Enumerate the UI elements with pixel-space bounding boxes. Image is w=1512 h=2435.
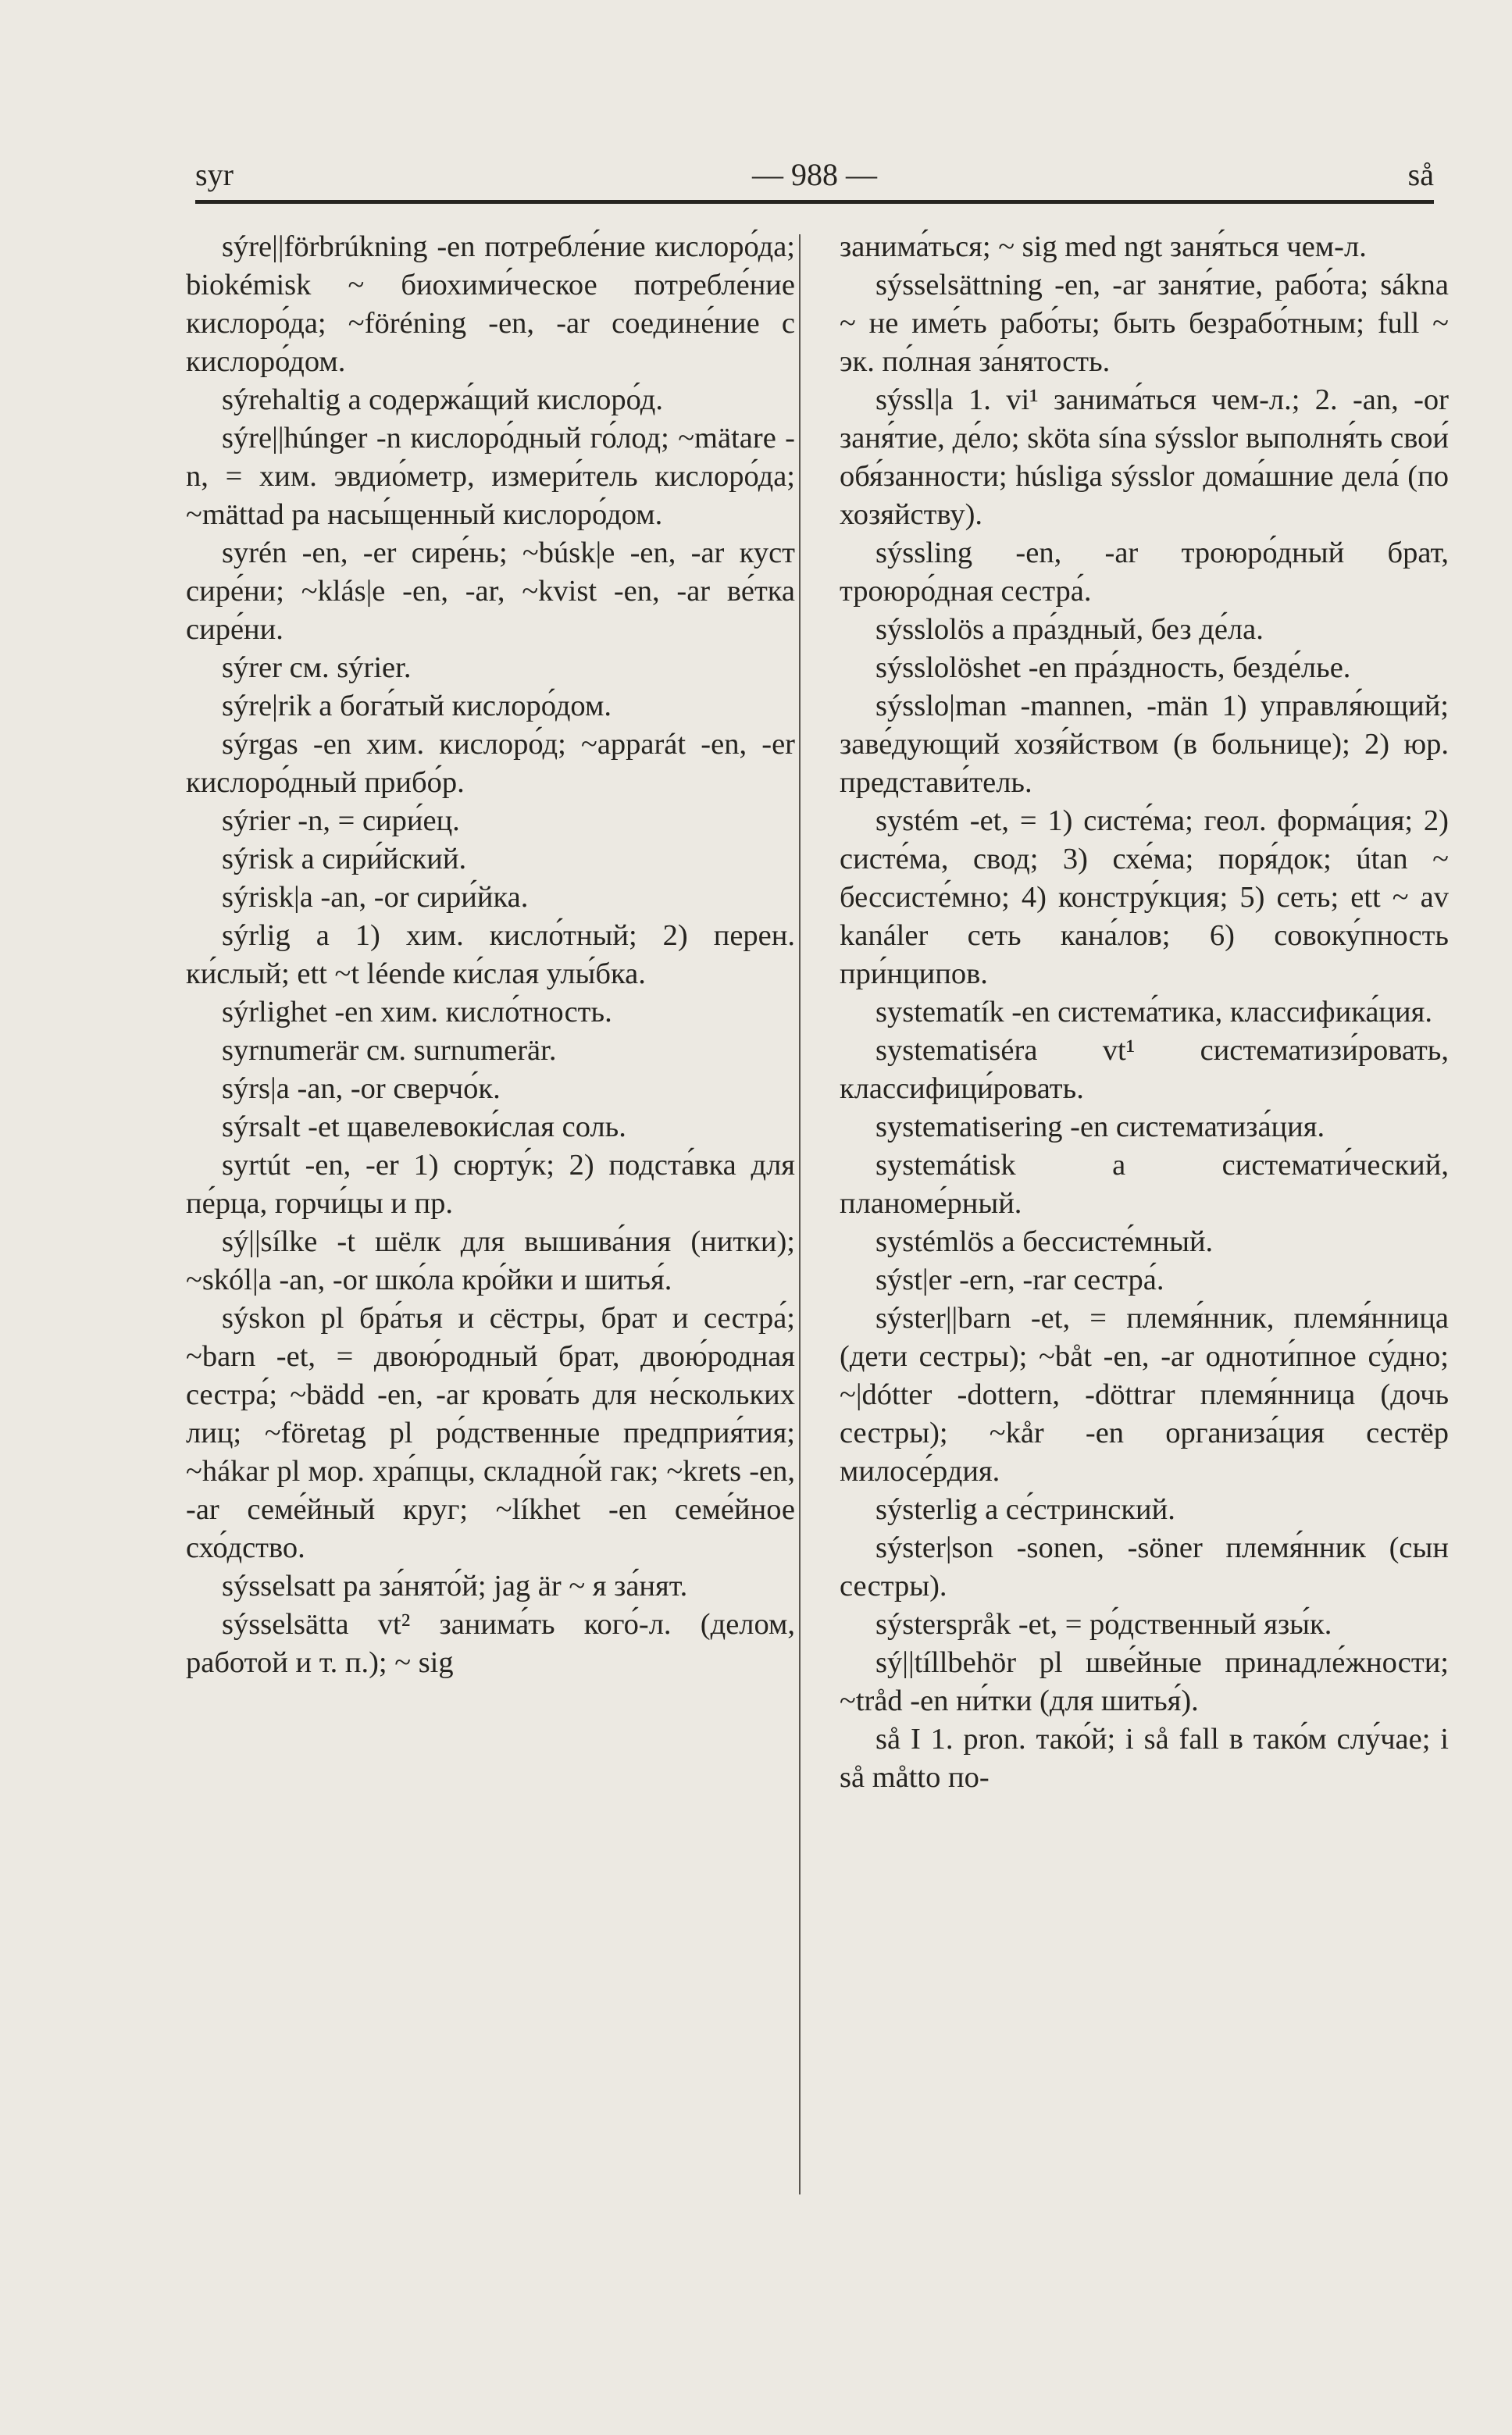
header-right-guide-word: så (1407, 157, 1434, 192)
dictionary-entry: sýrer см. sýrier. (222, 651, 412, 684)
dictionary-entry: syrtút -en, -er 1) сюрту́к; 2) подста́вка для пе́рца, горчи́цы и пр. (186, 1149, 795, 1220)
dictionary-entry: sýst|er -ern, -rar сестра́. (875, 1264, 1164, 1296)
dictionary-entry: sýster|son -sonen, -söner племя́нник (сын сестры). (840, 1531, 1449, 1603)
dictionary-entry: sýrlig a 1) хим. кисло́тный; 2) перен. ки́слый; ett ~t léende ки́слая улы́бка. (186, 919, 795, 990)
dictionary-entry: sýssling -en, -ar троюро́дный брат, троюро́дная сестра́. (840, 537, 1449, 608)
dictionary-entry: sýrier -n, = сири́ец. (222, 804, 460, 837)
dictionary-entry: sýrisk|a -an, -or сири́йка. (222, 881, 529, 914)
dictionary-entry: så I 1. pron. тако́й; i så fall в тако́м слу́чае; i så måtto по- (840, 1723, 1449, 1794)
page-header (195, 156, 1434, 203)
dictionary-entry: systematiséra vt¹ систематизи́ровать, классифици́ровать. (840, 1034, 1449, 1105)
right-column (840, 228, 1449, 1797)
dictionary-entry: sýsselsättning -en, -ar заня́тие, рабо́та; sákna ~ не име́ть рабо́ты; быть безрабо́тным; full ~ эк. по́лная за́нятость. (840, 269, 1449, 378)
dictionary-entry: sýsslolös a пра́здный, без де́ла. (875, 613, 1264, 646)
dictionary-entry: sýre||förbrúkning -en потребле́ние кислоро́да; biokémisk ~ биохими́ческое потребле́ние кислоро́да; ~föréning -en, -ar соедине́ние с кислоро́дом. (186, 230, 795, 378)
dictionary-entry: sýskon pl бра́тья и сёстры, брат и сестра́; ~barn -et, = двою́родный брат, двою́родная сестра́; ~bädd -en, -ar крова́ть для не́скольких лиц; ~företag pl ро́дственные предприя́тия; ~hákar pl мор. хра́пцы, складно́й гак; ~krets -en, -ar семе́йный круг; ~líkhet -en семе́йное схо́дство. (186, 1302, 795, 1564)
dictionary-entry: sýrehaltig a содержа́щий кислоро́д. (222, 383, 663, 416)
dictionary-entry: sýsterspråk -et, = ро́дственный язы́к. (875, 1608, 1332, 1641)
dictionary-entry: sýster||barn -et, = племя́нник, племя́нница (дети сестры); ~båt -en, -ar однoти́пное су́дно; ~|dótter -dottern, -döttrar племя́нница (дочь сестры); ~kår -en организа́ция сестёр милосе́рдия. (840, 1302, 1449, 1488)
dictionary-entry: sýsselsätta vt² занима́ть кого́-л. (делом, работой и т. п.); ~ sig (186, 1608, 795, 1679)
dictionary-entry: sýrsalt -et щавелевоки́слая соль. (222, 1111, 626, 1143)
left-column (186, 228, 795, 1682)
header-rule (195, 200, 1434, 204)
dictionary-entry: sýre||húnger -n кислоро́дный го́лод; ~mätare -n, = хим. эвдио́метр, измери́тель кислоро́да; ~mättad pa насы́щенный кислоро́дом. (186, 422, 795, 531)
column-divider (799, 234, 801, 2194)
dictionary-entry: sýsslolöshet -en пра́здность, безде́лье. (875, 651, 1351, 684)
dictionary-entry: sýsslo|man -mannen, -män 1) управля́ющий; заве́дующий хозя́йством (в больнице); 2) юр. представи́тель. (840, 690, 1449, 799)
dictionary-entry: sýrlighet -en хим. кисло́тность. (222, 996, 612, 1029)
dictionary-entry: systém -et, = 1) систе́ма; геол. форма́ция; 2) систе́ма, свод; 3) схе́ма; поря́док; útan ~ бессисте́мно; 4) констру́кция; 5) сеть; ett ~ av kanáler сеть кана́лов; 6) совоку́пность при́нципов. (840, 804, 1449, 990)
dictionary-entry: sýsselsatt pa за́нято́й; jag är ~ я за́нят. (222, 1570, 688, 1603)
dictionary-entry: занима́ться; ~ sig med ngt заня́ться чем-л. (840, 230, 1367, 263)
dictionary-entry: sý||sílke -t шёлк для вышива́ния (нитки); ~skól|a -an, -or шко́ла кро́йки и шитья́. (186, 1225, 795, 1296)
dictionary-entry: sýssl|a 1. vi¹ занима́ться чем-л.; 2. -an, -or заня́тие, де́ло; sköta sína sýsslor выполня́ть свои́ обя́занности; húsliga sýsslor дома́шние дела́ (по хозяйству). (840, 383, 1449, 531)
dictionary-entry: sýsterlig a се́стринский. (875, 1493, 1175, 1526)
dictionary-entry: syrnumerär см. surnumerär. (222, 1034, 557, 1067)
dictionary-entry: systematisering -en систематиза́ция. (875, 1111, 1325, 1143)
dictionary-entry: systematík -en система́тика, классифика́ция. (875, 996, 1432, 1029)
dictionary-entry: sýrs|a -an, -or сверчо́к. (222, 1072, 501, 1105)
dictionary-entry: sý||tíllbehör pl шве́йные принадле́жности; ~tråd -en ни́тки (для шитья́). (840, 1646, 1449, 1717)
page-number: — 988 — (752, 157, 877, 192)
dictionary-entry: syrén -en, -er сире́нь; ~búsk|e -en, -ar куст сире́ни; ~klás|e -en, -ar, ~kvist -en, -ar ве́тка сире́ни. (186, 537, 795, 646)
dictionary-entry: systemátisk a системати́ческий, планоме́рный. (840, 1149, 1449, 1220)
header-left-guide-word: syr (195, 157, 234, 192)
dictionary-entry: sýrgas -en хим. кислоро́д; ~apparát -en, -er кислоро́дный прибо́р. (186, 728, 795, 799)
dictionary-entry: sýrisk a сири́йский. (222, 843, 467, 875)
dictionary-entry: sýre|rik a бога́тый кислоро́дом. (222, 690, 612, 722)
dictionary-entry: systémlös a бессисте́мный. (875, 1225, 1214, 1258)
